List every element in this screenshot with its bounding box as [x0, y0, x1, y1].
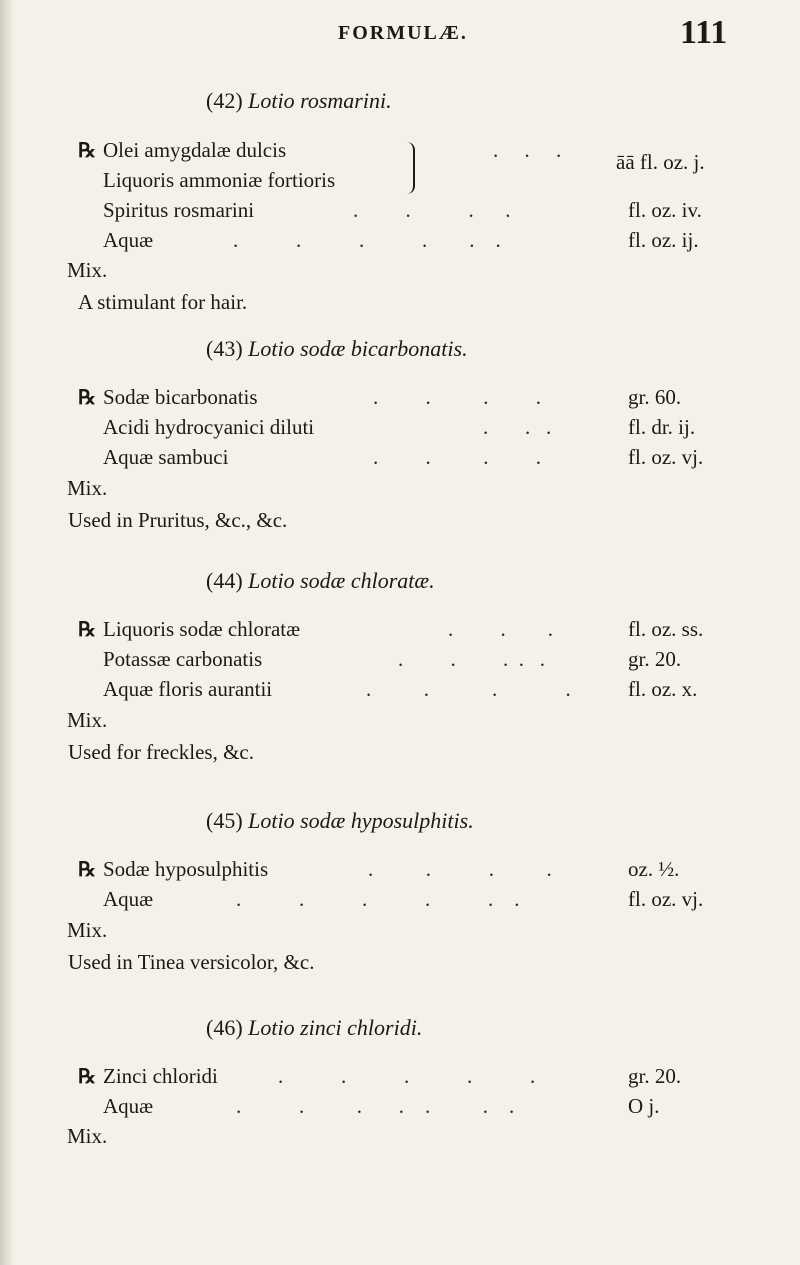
ingredient-quantity: fl. oz. iv.: [628, 198, 702, 222]
mix-label: Mix.: [67, 258, 108, 282]
formula-number: (44): [206, 568, 243, 593]
ingredient-quantity: fl. oz. x.: [628, 677, 698, 701]
ingredient-quantity: O j.: [628, 1094, 660, 1118]
usage-note: Used for freckles, &c.: [68, 740, 255, 764]
mix-line: [32, 476, 752, 506]
ingredient-row: [68, 677, 788, 707]
page-number: 111: [680, 14, 728, 51]
recipe-icon: ℞: [78, 140, 96, 162]
ingredient-row: [68, 887, 788, 917]
mix-label: Mix.: [67, 476, 108, 500]
ingredient-row: [68, 415, 788, 445]
recipe-icon: ℞: [78, 1066, 96, 1088]
mix-line: [32, 1124, 752, 1154]
leader-dots: . . .: [483, 415, 552, 439]
ingredient-row: [68, 138, 788, 174]
mix-line: [32, 708, 752, 738]
formula-name: Lotio sodæ hyposulphitis.: [248, 808, 474, 833]
formula-number: (45): [206, 808, 243, 833]
ingredient-name: Liquoris sodæ chloratæ: [103, 617, 301, 641]
ingredient-row: [68, 857, 788, 887]
ingredient-name: Aquæ: [103, 887, 154, 911]
ingredient-quantity: gr. 20.: [628, 647, 682, 671]
ingredient-name: Sodæ hyposulphitis: [103, 857, 269, 881]
formula-number: (46): [206, 1015, 243, 1040]
page-gutter-shadow: [0, 0, 14, 1265]
ingredient-quantity: fl. oz. vj.: [628, 887, 704, 911]
ingredient-name: Olei amygdalæ dulcis: [103, 138, 287, 162]
ingredient-row: [68, 1094, 788, 1124]
formula-name: Lotio zinci chloridi.: [248, 1015, 423, 1040]
ingredient-name: Zinci chloridi: [103, 1064, 218, 1088]
formula-number: (42): [206, 88, 243, 113]
ingredient-name: Sodæ bicarbonatis: [103, 385, 258, 409]
ingredient-quantity: gr. 20.: [628, 1064, 682, 1088]
leader-dots: . . . .: [353, 198, 511, 222]
leader-dots: . . . . .: [278, 1064, 536, 1088]
ingredient-quantity: gr. 60.: [628, 385, 682, 409]
leader-dots: . . .: [493, 138, 562, 162]
formula-43-title: [206, 336, 468, 362]
ingredient-row: [68, 385, 788, 415]
leader-dots: . . . . .: [398, 647, 545, 671]
leader-dots: . . . . . .: [233, 228, 501, 252]
ingredient-name: Aquæ: [103, 228, 154, 252]
mix-line: [32, 918, 752, 948]
ingredient-name: Spiritus rosmarini: [103, 198, 255, 222]
formula-name: Lotio sodæ bicarbonatis.: [248, 336, 468, 361]
recipe-icon: ℞: [78, 619, 96, 641]
mix-label: Mix.: [67, 918, 108, 942]
leader-dots: . . . .: [373, 385, 541, 409]
ingredient-quantity: fl. dr. ij.: [628, 415, 696, 439]
leader-dots: . . . . . .: [236, 887, 520, 911]
leader-dots: . . .: [448, 617, 553, 641]
ingredient-quantity: fl. oz. vj.: [628, 445, 704, 469]
leader-dots: . . . .: [368, 857, 552, 881]
formula-44-title: [206, 568, 435, 594]
ingredient-quantity: fl. oz. ij.: [628, 228, 699, 252]
usage-note: Used in Tinea versicolor, &c.: [68, 950, 315, 974]
ingredient-name: Aquæ floris aurantii: [103, 677, 273, 701]
ingredient-name: Potassæ carbonatis: [103, 647, 263, 671]
formula-name: Lotio rosmarini.: [248, 88, 392, 113]
formula-number: (43): [206, 336, 243, 361]
ingredient-row: [68, 445, 788, 475]
leader-dots: . . . . . . .: [236, 1094, 515, 1118]
formula-42-title: [206, 88, 392, 114]
formula-name: Lotio sodæ chloratæ.: [248, 568, 435, 593]
leader-dots: . . . .: [373, 445, 541, 469]
ingredient-name: Aquæ: [103, 1094, 154, 1118]
usage-note: Used in Pruritus, &c., &c.: [68, 508, 288, 532]
mix-label: Mix.: [67, 708, 108, 732]
ingredient-name: Liquoris ammoniæ fortioris: [103, 168, 336, 192]
formula-46-title: [206, 1015, 422, 1041]
formula-45-title: [206, 808, 474, 834]
ingredient-quantity: fl. oz. ss.: [628, 617, 704, 641]
ingredient-name: Acidi hydrocyanici diluti: [103, 415, 315, 439]
ingredient-row: [68, 617, 788, 647]
mix-line: [32, 258, 752, 288]
ingredient-row: [68, 168, 788, 198]
running-head: FORMULÆ.: [338, 22, 468, 44]
leader-dots: . . . .: [366, 677, 571, 701]
ingredient-row: [68, 647, 788, 677]
ingredient-name: Aquæ sambuci: [103, 445, 229, 469]
recipe-icon: ℞: [78, 859, 96, 881]
mix-label: Mix.: [67, 1124, 108, 1148]
usage-note: A stimulant for hair.: [78, 290, 248, 314]
ingredient-row: [68, 198, 788, 228]
ingredient-quantity: oz. ½.: [628, 857, 680, 881]
ingredient-row: [68, 1064, 788, 1094]
recipe-icon: ℞: [78, 387, 96, 409]
ingredient-quantity: āā fl. oz. j.: [616, 150, 705, 174]
ingredient-row: [68, 228, 788, 258]
